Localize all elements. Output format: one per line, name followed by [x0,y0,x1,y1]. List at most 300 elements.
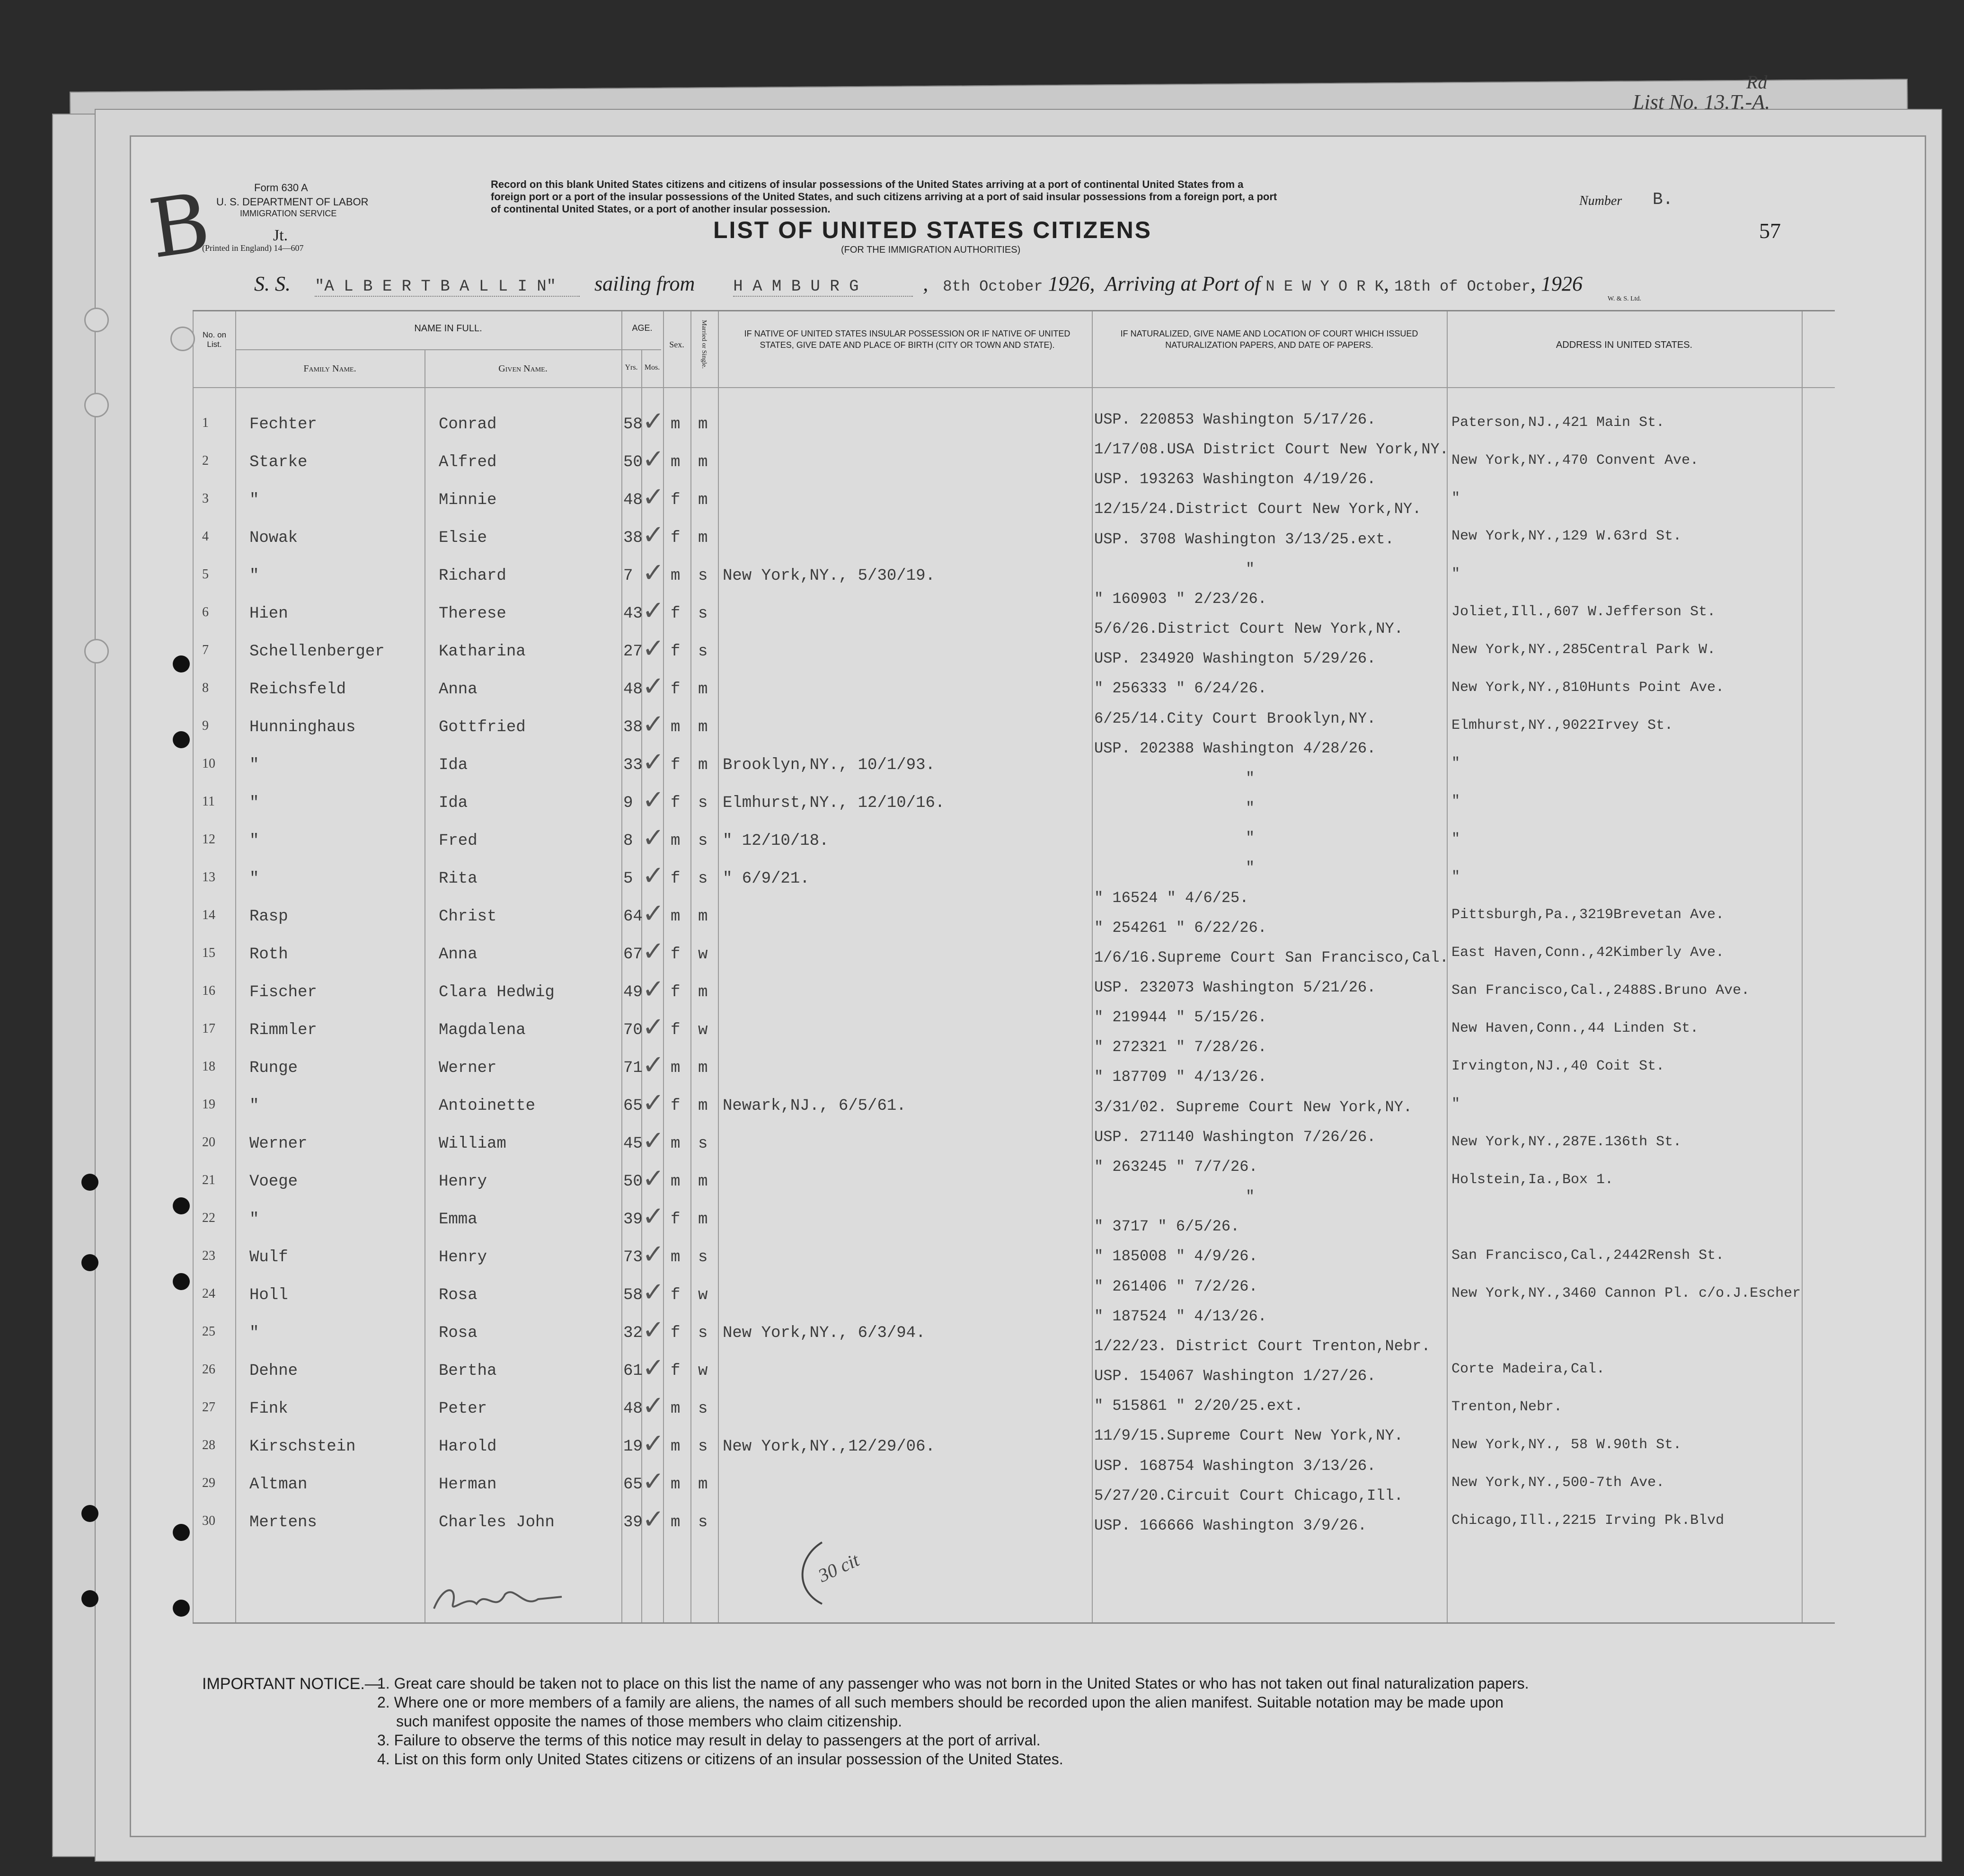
age-years: 39 [623,1211,643,1229]
sex: f [671,983,681,1001]
check-mark-icon: ✓ [642,936,664,967]
table-row [193,936,1835,979]
row-number: 16 [202,983,215,998]
age-years: 73 [623,1248,643,1266]
instructions-line-2: foreign port or a port of the insular possessions of the United States, and such citizens arriving at a port of said insular possessions from a foreign port, a port [491,191,1277,203]
age-years: 50 [623,1173,643,1191]
printer-mark: W. & S. Ltd. [1608,295,1642,302]
check-mark-icon: ✓ [642,1201,664,1232]
sex: m [671,1476,681,1494]
notice-item-3: 3. Failure to observe the terms of this notice may result in delay to passengers at the port of arrival. [377,1732,1041,1749]
naturalization-entry: USP. 3708 Washington 3/13/25.ext. [1094,530,1394,548]
naturalization-entry: " [1246,1188,1255,1206]
check-mark-icon: ✓ [642,1390,664,1421]
port-to: N E W Y O R K [1265,278,1384,295]
marital-status: m [698,1097,708,1115]
table-row [193,1050,1835,1092]
address: New Haven,Conn.,44 Linden St. [1451,1020,1699,1036]
table-row [193,1239,1835,1282]
year1-printed: 19 [1048,272,1069,295]
age-years: 45 [623,1135,643,1153]
given-name: Rosa [439,1324,478,1342]
binding-ring-2 [84,393,109,417]
given-name: Rita [439,870,478,888]
check-mark-icon: ✓ [642,1428,664,1459]
family-name: Hunninghaus [249,718,356,736]
naturalization-entry: 1/22/23. District Court Trenton,Nebr. [1094,1337,1431,1355]
naturalization-entry: USP. 234920 Washington 5/29/26. [1094,650,1376,668]
marital-status: w [698,1286,708,1304]
marital-status: s [698,870,708,888]
age-years: 61 [623,1362,643,1380]
family-name: Hien [249,605,288,623]
given-name: Christ [439,908,497,926]
sex: f [671,605,681,623]
binding-hole-10 [173,1600,190,1617]
marital-status: s [698,1324,708,1342]
age-years: 38 [623,718,643,736]
marital-status: s [698,794,708,812]
sex: m [671,1438,681,1456]
family-name: " [249,756,259,774]
age-years: 33 [623,756,643,774]
table-row [193,520,1835,562]
given-name: Anna [439,946,478,964]
given-name: Werner [439,1059,497,1077]
naturalization-entry: " 187524 " 4/13/26. [1094,1307,1267,1325]
naturalization-entry: " [1246,560,1255,578]
row-number: 18 [202,1059,215,1074]
address: " [1451,793,1460,809]
marital-status: m [698,1059,708,1077]
sex: m [671,416,681,434]
manifest-table [193,310,1835,1624]
check-mark-icon: ✓ [642,444,664,475]
binding-hole-4 [173,1197,190,1214]
address: Pittsburgh,Pa.,3219Brevetan Ave. [1451,907,1725,923]
year1: 26 [1069,272,1090,295]
age-years: 65 [623,1476,643,1494]
row-number: 7 [202,643,209,657]
table-row [193,1353,1835,1395]
table-row [193,823,1835,865]
row-number: 12 [202,832,215,847]
family-name: " [249,567,259,585]
marital-status: m [698,453,708,471]
naturalization-entry: USP. 220853 Washington 5/17/26. [1094,411,1376,428]
check-mark-icon: ✓ [642,860,664,891]
form-number: Form 630 A [254,182,308,194]
naturalization-entry: " [1246,769,1255,787]
check-mark-icon: ✓ [642,785,664,815]
naturalization-entry: " 185008 " 4/9/26. [1094,1248,1258,1265]
address: " [1451,755,1460,771]
naturalization-entry: 5/6/26.District Court New York,NY. [1094,620,1403,638]
naturalization-entry: " 272321 " 7/28/26. [1094,1038,1267,1056]
address: San Francisco,Cal.,2488S.Bruno Ave. [1451,982,1750,999]
table-row [193,444,1835,487]
col-address-header: ADDRESS IN UNITED STATES. [1556,340,1693,350]
given-name: Herman [439,1476,497,1494]
port-from: H A M B U R G [733,278,913,297]
row-number: 11 [202,794,215,809]
address: New York,NY.,810Hunts Point Ave. [1451,680,1725,696]
sex: f [671,1211,681,1229]
family-name: " [249,1097,259,1115]
naturalization-entry: USP. 154067 Washington 1/27/26. [1094,1367,1376,1385]
sex: f [671,1021,681,1039]
row-number: 6 [202,605,209,619]
row-number: 23 [202,1248,215,1263]
row-number: 15 [202,946,215,960]
sex: m [671,908,681,926]
age-years: 65 [623,1097,643,1115]
check-mark-icon: ✓ [642,1504,664,1535]
check-mark-icon: ✓ [642,520,664,550]
naturalization-column [1094,411,1447,1613]
table-row [193,482,1835,524]
check-mark-icon: ✓ [642,1466,664,1497]
sex: f [671,681,681,699]
naturalization-entry: 3/31/02. Supreme Court New York,NY. [1094,1098,1413,1116]
given-name: Antoinette [439,1097,536,1115]
table-row [193,633,1835,676]
manifest-page [130,135,1926,1837]
sex: m [671,1400,681,1418]
naturalization-entry: " 263245 " 7/7/26. [1094,1158,1258,1176]
check-mark-icon: ✓ [642,747,664,778]
address: Paterson,NJ.,421 Main St. [1451,415,1665,431]
given-name: Harold [439,1438,497,1456]
col-birth-header: IF NATIVE OF UNITED STATES INSULAR POSSESSION OR IF NATIVE OF UNITED STATES, GIVE DATE AND PLACE OF BIRTH (CITY OR TOWN AND STATE). [744,329,1070,350]
notice-item-4: 4. List on this form only United States citizens or citizens of an insular possession of the United States. [377,1751,1063,1768]
row-number: 20 [202,1135,215,1150]
sex: m [671,453,681,471]
family-name: " [249,794,259,812]
col-family-header: Family Name. [303,363,356,374]
address: New York,NY., 58 W.90th St. [1451,1437,1682,1453]
number-label: Number [1579,194,1622,208]
row-number: 8 [202,681,209,695]
check-mark-icon: ✓ [642,1163,664,1194]
corner-list-no: List No. 13.T.-A. [1633,90,1770,114]
family-name: Voege [249,1173,298,1191]
naturalization-entry: " 219944 " 5/15/26. [1094,1009,1267,1026]
sex: m [671,832,681,850]
row-number: 19 [202,1097,215,1112]
given-name: Henry [439,1248,487,1266]
given-name: Emma [439,1211,478,1229]
marital-status: s [698,567,708,585]
age-years: 48 [623,681,643,699]
address: Joliet,Ill.,607 W.Jefferson St. [1451,604,1716,620]
marital-status: w [698,1021,708,1039]
age-years: 48 [623,1400,643,1418]
row-number: 9 [202,718,209,733]
binding-hole-6 [173,1273,190,1290]
marital-status: m [698,718,708,736]
col-naturalized-header: IF NATURALIZED, GIVE NAME AND LOCATION OF COURT WHICH ISSUED NATURALIZATION PAPERS, AND DATE OF PAPERS. [1120,329,1418,350]
sex: m [671,1248,681,1266]
given-name: Ida [439,756,468,774]
address: Irvington,NJ.,40 Coit St. [1451,1058,1665,1074]
sailing-from-label: sailing from [594,272,695,295]
age-years: 27 [623,643,643,661]
check-mark-icon: ✓ [642,1277,664,1308]
birth-place-date: " 6/9/21. [723,870,810,888]
binding-ring-1 [84,308,109,332]
address: New York,NY.,500-7th Ave. [1451,1475,1665,1491]
handwritten-signature [429,1575,571,1623]
naturalization-entry: " 160903 " 2/23/26. [1094,590,1267,608]
table-row [193,785,1835,827]
age-years: 67 [623,946,643,964]
table-body [193,406,1835,1613]
given-name: Bertha [439,1362,497,1380]
form-printed: (Printed in England) 14—607 [202,243,304,253]
naturalization-entry: 1/17/08.USA District Court New York,NY. [1094,441,1449,459]
table-row [193,1390,1835,1433]
table-row [193,860,1835,903]
age-years: 58 [623,1286,643,1304]
family-name: Schellenberger [249,643,385,661]
family-name: " [249,1211,259,1229]
year2-printed: 19 [1541,272,1562,295]
marital-status: s [698,643,708,661]
ship-name: "A L B E R T B A L L I N" [315,278,580,297]
row-number: 17 [202,1021,215,1036]
marital-status: w [698,946,708,964]
binding-hole-7 [81,1505,98,1522]
family-name: " [249,1324,259,1342]
col-yrs-header: Yrs. [625,363,638,372]
given-name: Katharina [439,643,526,661]
naturalization-entry: USP. 271140 Washington 7/26/26. [1094,1128,1376,1146]
sex: m [671,1135,681,1153]
family-name: Nowak [249,529,298,547]
form-service: IMMIGRATION SERVICE [240,209,337,218]
naturalization-entry: USP. 193263 Washington 4/19/26. [1094,470,1376,488]
family-name: Altman [249,1476,308,1494]
family-name: Reichsfeld [249,681,346,699]
family-name: Roth [249,946,288,964]
marital-status: s [698,1248,708,1266]
sex: f [671,643,681,661]
naturalization-entry: 6/25/14.City Court Brooklyn,NY. [1094,709,1376,727]
check-mark-icon: ✓ [642,1315,664,1345]
naturalization-entry: " 261406 " 7/2/26. [1094,1277,1258,1295]
sex: f [671,946,681,964]
table-row [193,406,1835,449]
family-name: Wulf [249,1248,288,1266]
check-mark-icon: ✓ [642,1050,664,1080]
sex: f [671,529,681,547]
birth-place-date: New York,NY., 6/3/94. [723,1324,926,1342]
age-years: 70 [623,1021,643,1039]
binding-ring-3 [84,639,109,664]
row-number: 4 [202,529,209,544]
given-name: Ida [439,794,468,812]
check-mark-icon: ✓ [642,557,664,588]
marital-status: m [698,1476,708,1494]
age-years: 48 [623,491,643,509]
table-row [193,1088,1835,1130]
address: Chicago,Ill.,2215 Irving Pk.Blvd [1451,1513,1725,1529]
marital-status: s [698,1513,708,1531]
check-mark-icon: ✓ [642,1353,664,1383]
sex: f [671,794,681,812]
table-row [193,557,1835,600]
sex: f [671,1362,681,1380]
row-number: 1 [202,416,209,430]
given-name: William [439,1135,506,1153]
binding-hole-1 [173,655,190,673]
marital-status: m [698,529,708,547]
address: " [1451,869,1460,885]
address: New York,NY.,3460 Cannon Pl. c/o.J.Escher [1451,1285,1801,1301]
col-given-header: Given Name. [498,363,548,374]
family-name: Starke [249,453,308,471]
row-number: 21 [202,1173,215,1187]
family-name: Fischer [249,983,317,1001]
table-row [193,1504,1835,1547]
naturalization-entry: " 515861 " 2/20/25.ext. [1094,1397,1303,1415]
form-department: U. S. DEPARTMENT OF LABOR [216,196,369,208]
table-row [193,1428,1835,1471]
instructions-line-3: of continental United States, or a port of another insular possession. [491,203,831,215]
address: Elmhurst,NY.,9022Irvey St. [1451,717,1673,734]
check-mark-icon: ✓ [642,1012,664,1043]
age-years: 64 [623,908,643,926]
check-mark-icon: ✓ [642,1088,664,1118]
check-mark-icon: ✓ [642,1125,664,1156]
row-number: 24 [202,1286,215,1301]
date-from: 8th October [943,278,1043,295]
family-name: Rimmler [249,1021,317,1039]
check-mark-icon: ✓ [642,482,664,513]
page-subtitle: (FOR THE IMMIGRATION AUTHORITIES) [841,245,1021,255]
row-number: 28 [202,1438,215,1452]
marital-status: m [698,491,708,509]
row-number: 27 [202,1400,215,1415]
naturalization-entry: USP. 166666 Washington 3/9/26. [1094,1516,1367,1534]
family-name: " [249,491,259,509]
table-row [193,974,1835,1017]
family-name: Rasp [249,908,288,926]
given-name: Therese [439,605,506,623]
naturalization-entry: " [1246,859,1255,877]
age-years: 5 [623,870,633,888]
check-mark-icon: ✓ [642,595,664,626]
sex: m [671,1173,681,1191]
naturalization-entry: USP. 168754 Washington 3/13/26. [1094,1457,1376,1475]
address: " [1451,831,1460,847]
naturalization-entry: " 254261 " 6/22/26. [1094,919,1267,937]
notice-heading: IMPORTANT NOTICE.— [202,1675,381,1693]
voyage-line: S. S. "A L B E R T B A L L I N" sailing from H A M B U R G , 8th October 1926, Arriving at Port of N E W Y O R K, 18th of October, 1926 [254,272,1583,296]
address: Trenton,Nebr. [1451,1399,1563,1415]
sex: f [671,870,681,888]
sex: f [671,1097,681,1115]
notice-item-2: 2. Where one or more members of a family are aliens, the names of all such members should be recorded upon the alien manifest. Suitable notation may be made upon [377,1694,1504,1711]
ss-label: S. S. [254,272,291,295]
number-value: B. [1653,190,1673,209]
address: Holstein,Ia.,Box 1. [1451,1172,1614,1188]
row-number: 5 [202,567,209,582]
birth-place-date: " 12/10/18. [723,832,829,850]
given-name: Minnie [439,491,497,509]
given-name: Peter [439,1400,487,1418]
date-to: 18th of October [1394,278,1531,295]
marital-status: m [698,681,708,699]
row-number: 2 [202,453,209,468]
birth-place-date: New York,NY., 5/30/19. [723,567,935,585]
family-name: Kirschstein [249,1438,356,1456]
family-name: Mertens [249,1513,317,1531]
family-name: Runge [249,1059,298,1077]
marital-status: m [698,908,708,926]
col-sex-header: Sex. [669,340,684,349]
table-row [193,1012,1835,1054]
table-row [193,1201,1835,1244]
row-number: 29 [202,1476,215,1490]
naturalization-entry: USP. 202388 Washington 4/28/26. [1094,739,1376,757]
family-name: Fechter [249,416,317,434]
year2: 26 [1562,272,1583,295]
given-name: Alfred [439,453,497,471]
family-name: Holl [249,1286,288,1304]
check-mark-icon: ✓ [642,709,664,740]
marital-status: m [698,983,708,1001]
age-years: 8 [623,832,633,850]
age-years: 71 [623,1059,643,1077]
naturalization-entry: " 3717 " 6/5/26. [1094,1218,1240,1236]
address: New York,NY.,129 W.63rd St. [1451,528,1682,544]
family-name: Werner [249,1135,308,1153]
given-name: Clara Hedwig [439,983,555,1001]
row-number: 10 [202,756,215,771]
sex: m [671,1513,681,1531]
instructions-line-1: Record on this blank United States citizens and citizens of insular possessions of the United States arriving at a port of continental United States from a [491,178,1244,190]
check-mark-icon: ✓ [642,823,664,853]
age-years: 19 [623,1438,643,1456]
sex: f [671,1324,681,1342]
birth-place-date: New York,NY.,12/29/06. [723,1438,935,1456]
row-number: 14 [202,908,215,922]
sex: m [671,567,681,585]
address: New York,NY.,470 Convent Ave. [1451,452,1699,469]
marital-status: s [698,605,708,623]
sex: m [671,1059,681,1077]
notice-item-1: 1. Great care should be taken not to place on this list the name of any passenger who was not born in the United States or who has not taken out final naturalization papers. [377,1675,1529,1692]
family-name: Dehne [249,1362,298,1380]
given-name: Magdalena [439,1021,526,1039]
age-years: 58 [623,416,643,434]
given-name: Gottfried [439,718,526,736]
marital-status: m [698,416,708,434]
family-name: Fink [249,1400,288,1418]
sex: f [671,1286,681,1304]
row-number: 22 [202,1211,215,1225]
row-number: 30 [202,1513,215,1528]
age-years: 9 [623,794,633,812]
given-name: Charles John [439,1513,555,1531]
marital-status: s [698,1438,708,1456]
age-years: 50 [623,453,643,471]
address: Corte Madeira,Cal. [1451,1361,1605,1377]
handwritten-count-text: 30 cit [814,1549,863,1586]
age-years: 39 [623,1513,643,1531]
